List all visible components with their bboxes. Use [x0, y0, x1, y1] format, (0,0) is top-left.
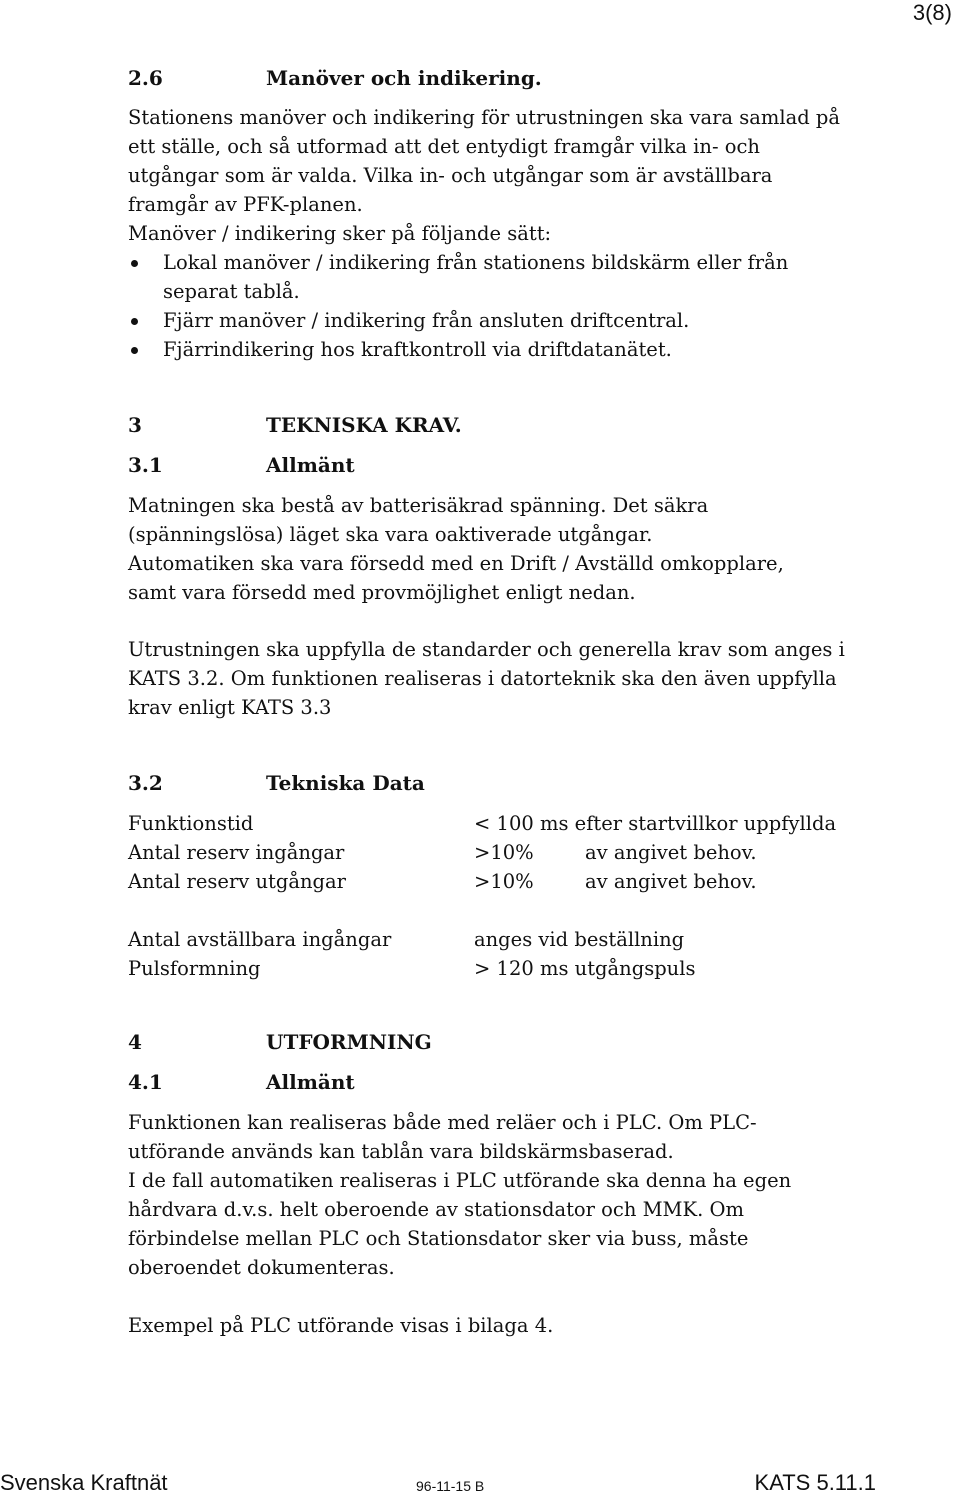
- section-heading-3: [128, 411, 462, 439]
- section-heading-2-6: [128, 64, 542, 92]
- spec-label: Antal avställbara ingångar: [128, 928, 392, 951]
- paragraph-line: hårdvara d.v.s. helt oberoende av stationsdator och MMK. Om: [128, 1198, 744, 1221]
- spec-label: Antal reserv ingångar: [128, 841, 345, 864]
- section-title: Allmänt: [266, 453, 355, 477]
- spec-value: [474, 955, 696, 983]
- bullet-item-continued: separat tablå.: [163, 280, 300, 303]
- paragraph-line: Funktionen kan realiseras både med reläer och i PLC. Om PLC-: [128, 1111, 757, 1134]
- section-heading-4: [128, 1028, 432, 1056]
- paragraph-line: Matningen ska bestå av batterisäkrad spänning. Det säkra: [128, 494, 709, 517]
- spec-value: [474, 839, 757, 867]
- spec-value-main: anges vid beställning: [474, 928, 685, 951]
- spec-value-note: av angivet behov.: [585, 841, 757, 864]
- section-title: Tekniska Data: [266, 771, 425, 795]
- spec-value: [474, 926, 684, 954]
- section-heading-3-2: [128, 769, 425, 797]
- paragraph-line: Stationens manöver och indikering för utrustningen ska vara samlad på: [128, 106, 841, 129]
- section-number: 3: [128, 413, 142, 437]
- bullet-item: Lokal manöver / indikering från stationens bildskärm eller från: [163, 251, 789, 274]
- section-title: TEKNISKA KRAV.: [266, 413, 462, 437]
- bullet-item: Fjärr manöver / indikering från ansluten driftcentral.: [163, 309, 690, 332]
- paragraph-line: Manöver / indikering sker på följande sätt:: [128, 222, 552, 245]
- section-number: 4: [128, 1030, 142, 1054]
- paragraph-line: ett ställe, och så utformad att det entydigt framgår vilka in- och: [128, 135, 760, 158]
- paragraph-line: krav enligt KATS 3.3: [128, 696, 332, 719]
- bullet-icon: [131, 318, 138, 325]
- section-number: 2.6: [128, 66, 163, 90]
- section-number: 4.1: [128, 1070, 163, 1094]
- paragraph-line: KATS 3.2. Om funktionen realiseras i datorteknik ska den även uppfylla: [128, 667, 837, 690]
- bullet-icon: [131, 347, 138, 354]
- paragraph-line: Utrustningen ska uppfylla de standarder och generella krav som anges i: [128, 638, 845, 661]
- paragraph-line: samt vara försedd med provmöjlighet enligt nedan.: [128, 581, 636, 604]
- paragraph-line: (spänningslösa) läget ska vara oaktiverade utgångar.: [128, 523, 653, 546]
- paragraph-line: framgår av PFK-planen.: [128, 193, 363, 216]
- section-title: UTFORMNING: [266, 1030, 432, 1054]
- bullet-item: Fjärrindikering hos kraftkontroll via driftdatanätet.: [163, 338, 672, 361]
- paragraph-line: oberoendet dokumenteras.: [128, 1256, 395, 1279]
- page-number: 3(8): [912, 0, 952, 25]
- footer-organization: Svenska Kraftnät: [0, 1470, 168, 1495]
- section-title: Manöver och indikering.: [266, 66, 542, 90]
- spec-value-main: > 120 ms utgångspuls: [474, 957, 696, 980]
- footer-date: 96-11-15 B: [416, 1478, 485, 1494]
- spec-label: Funktionstid: [128, 812, 254, 835]
- footer-document-id: KATS 5.11.1: [754, 1470, 876, 1495]
- section-title: Allmänt: [266, 1070, 355, 1094]
- spec-value: [474, 810, 836, 838]
- spec-value-main: < 100 ms efter startvillkor uppfyllda: [474, 812, 837, 835]
- section-heading-4-1: [128, 1068, 355, 1096]
- spec-label: Pulsformning: [128, 957, 261, 980]
- paragraph-line: Exempel på PLC utförande visas i bilaga 4.: [128, 1314, 554, 1337]
- paragraph-line: I de fall automatiken realiseras i PLC utförande ska denna ha egen: [128, 1169, 792, 1192]
- paragraph-line: förbindelse mellan PLC och Stationsdator sker via buss, måste: [128, 1227, 749, 1250]
- spec-value-main: >10%: [474, 841, 534, 864]
- section-number: 3.1: [128, 453, 163, 477]
- section-number: 3.2: [128, 771, 163, 795]
- paragraph-line: utgångar som är valda. Vilka in- och utgångar som är avställbara: [128, 164, 773, 187]
- section-heading-3-1: [128, 451, 355, 479]
- spec-value: [474, 868, 757, 896]
- paragraph-line: utförande används kan tablån vara bildskärmsbaserad.: [128, 1140, 674, 1163]
- spec-value-note: av angivet behov.: [585, 870, 757, 893]
- spec-value-main: >10%: [474, 870, 534, 893]
- paragraph-line: Automatiken ska vara försedd med en Drift / Avställd omkopplare,: [128, 552, 784, 575]
- bullet-icon: [131, 260, 138, 267]
- spec-label: Antal reserv utgångar: [128, 870, 346, 893]
